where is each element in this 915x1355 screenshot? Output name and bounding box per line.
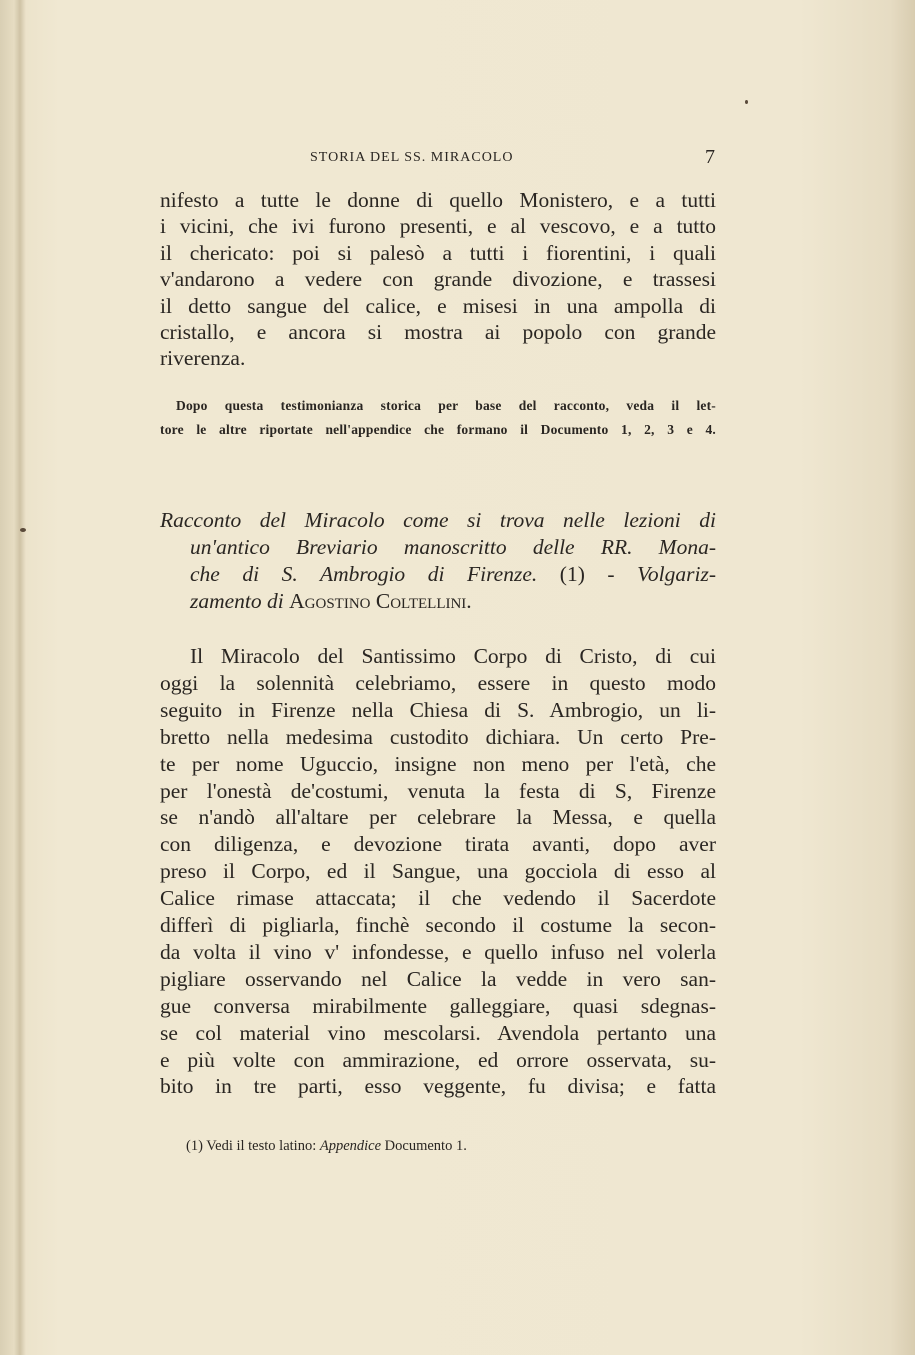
heading-text: zamento di	[190, 589, 290, 613]
author-name: Agostino Coltellini.	[289, 589, 472, 613]
text-line: da volta il vino v' infondesse, e quello infuso nel volerla	[160, 939, 716, 964]
text-line: il detto sangue del calice, e misesi in una ampolla di	[160, 293, 716, 318]
footnote-ref: (1) -	[537, 562, 638, 586]
footnote-text: Appendice	[319, 1138, 382, 1154]
text-line: bretto nella medesima custodito dichiara. Un certo Pre-	[160, 724, 716, 749]
text-line: il chericato: poi si palesò a tutti i fiorentini, i quali	[160, 240, 716, 265]
text-line: con diligenza, e devozione tirata avanti, dopo aver	[160, 832, 716, 857]
text-line: Dopo questa testimonianza storica per base del racconto, veda il let-	[176, 398, 716, 413]
paper-speck	[745, 100, 748, 104]
text-line: preso il Corpo, ed il Sangue, una gocciola di esso al	[160, 859, 716, 884]
text-line: riverenza.	[160, 346, 246, 371]
text-line: per l'onestà de'costumi, venuta la festa di S, Firenze	[160, 778, 716, 803]
text-line: pigliare osservando nel Calice la vedde in vero san-	[160, 966, 716, 991]
running-title: STORIA DEL SS. MIRACOLO	[310, 150, 514, 165]
paper-speck	[20, 528, 26, 532]
footnote-text: (1) Vedi il testo latino:	[186, 1138, 320, 1154]
text-line: Il Miracolo del Santissimo Corpo di Cristo, di cui	[190, 644, 716, 668]
heading-text: Volgariz-	[637, 562, 716, 586]
text-line: i vicini, che ivi furono presenti, e al vescovo, e a tutto	[160, 214, 716, 239]
footnote-text: Documento 1.	[381, 1138, 467, 1154]
text-line: seguito in Firenze nella Chiesa di S. Ambrogio, un li-	[160, 697, 716, 722]
heading-line	[190, 561, 716, 587]
text-line: Calice rimase attaccata; il che vedendo il Sacerdote	[160, 886, 716, 911]
text-line: differì di pigliarla, finchè secondo il costume la secon-	[160, 913, 716, 937]
footnote	[186, 1138, 467, 1155]
text-line: v'andarono a vedere con grande divozione, e trassesi	[160, 267, 716, 292]
heading-text: che di S. Ambrogio di Firenze.	[190, 562, 538, 586]
page-number: 7	[705, 146, 716, 168]
text-line: oggi la solennità celebriamo, essere in questo modo	[160, 670, 716, 695]
text-line: cristallo, e ancora si mostra ai popolo con grande	[160, 320, 716, 344]
heading-line	[190, 588, 716, 614]
text-line: se n'andò all'altare per celebrare la Messa, e quella	[160, 805, 716, 830]
heading-line: un'antico Breviario manoscritto delle RR. Mona-	[190, 535, 716, 559]
text-line: te per nome Uguccio, insigne non meno per l'età, che	[160, 751, 716, 776]
text-line: se col material vino mescolarsi. Avendola pertanto una	[160, 1020, 716, 1045]
text-line: nifesto a tutte le donne di quello Monistero, e a tutti	[160, 188, 716, 212]
text-line: e più volte con ammirazione, ed orrore osservata, su-	[160, 1047, 716, 1072]
heading-line: Racconto del Miracolo come si trova nelle lezioni di	[160, 508, 716, 532]
text-line: tore le altre riportate nell'appendice che formano il Documento 1, 2, 3 e 4.	[160, 422, 716, 437]
text-line: bito in tre parti, esso veggente, fu divisa; e fatta	[160, 1074, 716, 1099]
text-line: gue conversa mirabilmente galleggiare, quasi sdegnas-	[160, 993, 716, 1018]
